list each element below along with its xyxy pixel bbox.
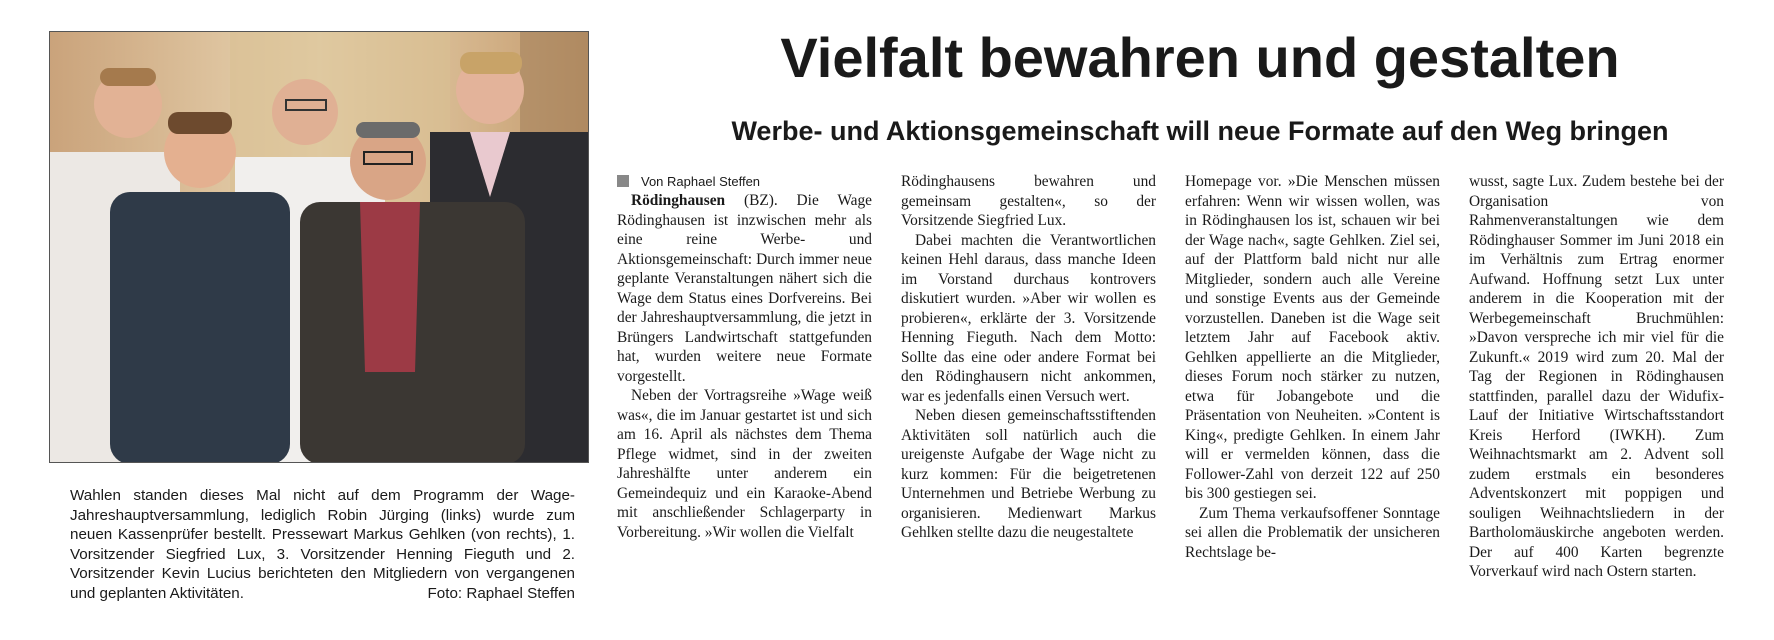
subheadline: Werbe- und Aktionsgemeinschaft will neue Formate auf den Weg bringen [731, 116, 1669, 146]
headline: Vielfalt bewahren und gestalten [780, 26, 1620, 89]
caption-text: Wahlen standen dieses Mal nicht auf dem Programm der Wage-Jahreshauptversammlung, lediglich Robin Jürging (links) wurde zum neuen Kassenprüfer bestellt. Pressewart Markus Gehlken (von rechts), 1. Vorsitzender Siegfried Lux, 3. Vorsitzender Henning Fieguth und 2. Vorsitzender Kevin Lucius berichteten den Mitgliedern von vergangenen und geplanten Aktivitäten. [70, 487, 575, 602]
paragraph: wusst, sagte Lux. Zudem bestehe bei der Organisation von Rahmenveranstaltungen wie dem Rödinghauser Sommer im Juni 2018 ein im Verhältnis zum Ertrag enormer Aufwand. Hoffnung setzt Lux unter anderem in die Kooperation mit der Werbegemeinschaft Bruchmühlen: »Davon verspreche ich mir viel für die Zukunft.« 2019 wird zum 20. Mal der Tag der Regionen in Rödinghausen stattfinden, parallel dazu der Widufix-Lauf der Initiative Wirtschaftsstandort Kreis Herford (IWKH). Zum Weihnachtsmarkt am 2. Advent soll zudem erstmals ein besonderes Adventskonzert mit poppigen und souligen Weihnachtsliedern in der Bartholomäuskirche angeboten werden. Der auf 400 Karten begrenzte Vorverkauf wird nach Ostern starten. [1469, 173, 1724, 580]
paragraph-text: (BZ). Die Wage Rödinghausen ist inzwischen mehr als eine reine Werbe- und Aktionsgemeinschaft: Durch immer neue geplante Veranstaltungen nähert sich die Wage dem Status eines Dorfvereins. Bei der Jahreshauptversammlung, die jetzt in Brüngers Landwirtschaft stattgefunden hat, wurden weitere neue Formate vorgestellt. [617, 192, 872, 385]
paragraph: Neben der Vortragsreihe »Wage weiß was«, die im Januar gestartet ist und sich am 16. April als nächstes dem Thema Pflege widmet, sind in der zweiten Jahreshälfte unter anderem ein Gemeindequiz und ein Karaoke-Abend mit anschließender Schlagerparty in Vorbereitung. »Wir wollen die Vielfalt [617, 387, 872, 541]
paragraph [617, 191, 872, 386]
paragraph: Neben diesen gemeinschaftsstiftenden Aktivitäten soll natürlich auch die ureigenste Aufgabe der Wage nicht zu kurz kommen: Für die beigetretenen Unternehmen und Betriebe Werbung zu organisieren. Medienwart Markus Gehlken stellte dazu die neugestaltete [901, 407, 1156, 541]
paragraph: Homepage vor. »Die Menschen müssen erfahren: Wenn wir wissen wollen, was in Rödinghausen los ist, schauen wir bei der Wage nach«, sagte Gehlken. Ziel sei, auf der Plattform bald nicht nur alle Mitglieder, sondern auch alle Vereine und sonstige Events aus der Gemeinde vorzustellen. Daneben ist die Wage seit letztem Jahr auf Facebook aktiv. Gehlken appellierte an die Mitglieder, dieses Forum noch stärker zu nutzen, etwa für Jobangebote und die Präsentation von Neuheiten. »Content is King«, predigte Gehlken. In einem Jahr will er vermelden können, dass die Follower-Zahl von derzeit 122 auf 250 bis 300 gestiegen sei. [1185, 173, 1440, 502]
article-column-3 [1185, 172, 1440, 562]
byline-marker-icon [617, 175, 629, 187]
article-column-2 [901, 172, 1156, 543]
paragraph: Zum Thema verkaufsoffener Sonntage sei allen die Problematik der unsicheren Rechtslage be- [1185, 504, 1440, 561]
photo-credit: Foto: Raphael Steffen [427, 584, 575, 602]
article-column-1 [617, 172, 872, 542]
dateline-place: Rödinghausen [631, 192, 726, 209]
article-photo [49, 31, 589, 463]
article-column-4 [1469, 172, 1724, 582]
group-photo-illustration [50, 32, 589, 463]
paragraph: Dabei machten die Verantwortlichen keinen Hehl daraus, dass manche Ideen im Vorstand durchaus kontrovers diskutiert wurden. »Aber wir wollen es probieren«, erklärte der 3. Vorsitzende Henning Fieguth. Nach dem Motto: Sollte das eine oder andere Format bei den Rödinghausern nicht ankommen, war es jedenfalls einen Versuch wert. [901, 231, 1156, 405]
paragraph: Rödinghausens bewahren und gemeinsam gestalten«, so der Vorsitzende Siegfried Lux. [901, 173, 1156, 229]
byline-text: Von Raphael Steffen [641, 174, 761, 189]
byline [617, 172, 872, 191]
photo-caption [70, 486, 575, 604]
